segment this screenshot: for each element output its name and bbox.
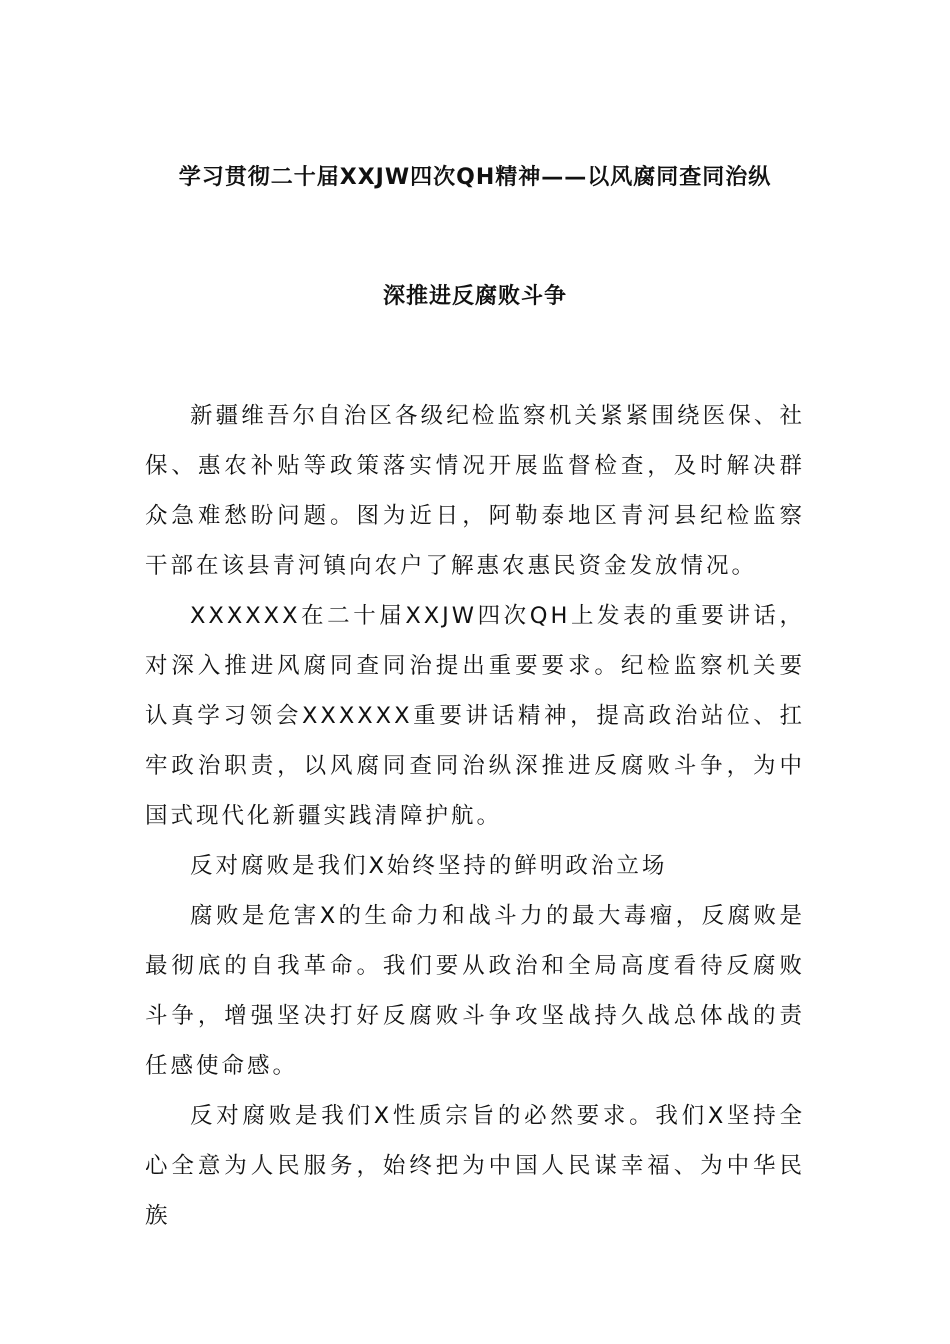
- section-heading: 反对腐败是我们X始终坚持的鲜明政治立场: [190, 853, 668, 879]
- document-body: [145, 391, 805, 1241]
- paragraph-2: XXXXXX在二十届XXJW四次QH上发表的重要讲话，对深入推进风腐同查同治提出重要要求。纪检监察机关要认真学习领会XXXXXX重要讲话精神，提高政治站位、扛牢政治职责，以风腐同查同治纵深推进反腐败斗争，为中国式现代化新疆实践清障护航。: [145, 603, 805, 829]
- document-title-line-2: 深推进反腐败斗争: [382, 284, 567, 309]
- document-title-line-1: 学习贯彻二十届XXJW四次QH精神——以风腐同查同治纵: [178, 165, 772, 190]
- paragraph-4: 反对腐败是我们X性质宗旨的必然要求。我们X坚持全心全意为人民服务，始终把为中国人民谋幸福、为中华民族: [145, 1103, 805, 1229]
- paragraph-3: 腐败是危害X的生命力和战斗力的最大毒瘤，反腐败是最彻底的自我革命。我们要从政治和全局高度看待反腐败斗争，增强坚决打好反腐败斗争攻坚战持久战总体战的责任感使命感。: [145, 903, 805, 1079]
- paragraph-1: 新疆维吾尔自治区各级纪检监察机关紧紧围绕医保、社保、惠农补贴等政策落实情况开展监督检查，及时解决群众急难愁盼问题。图为近日，阿勒泰地区青河县纪检监察干部在该县青河镇向农户了解惠农惠民资金发放情况。: [145, 403, 805, 579]
